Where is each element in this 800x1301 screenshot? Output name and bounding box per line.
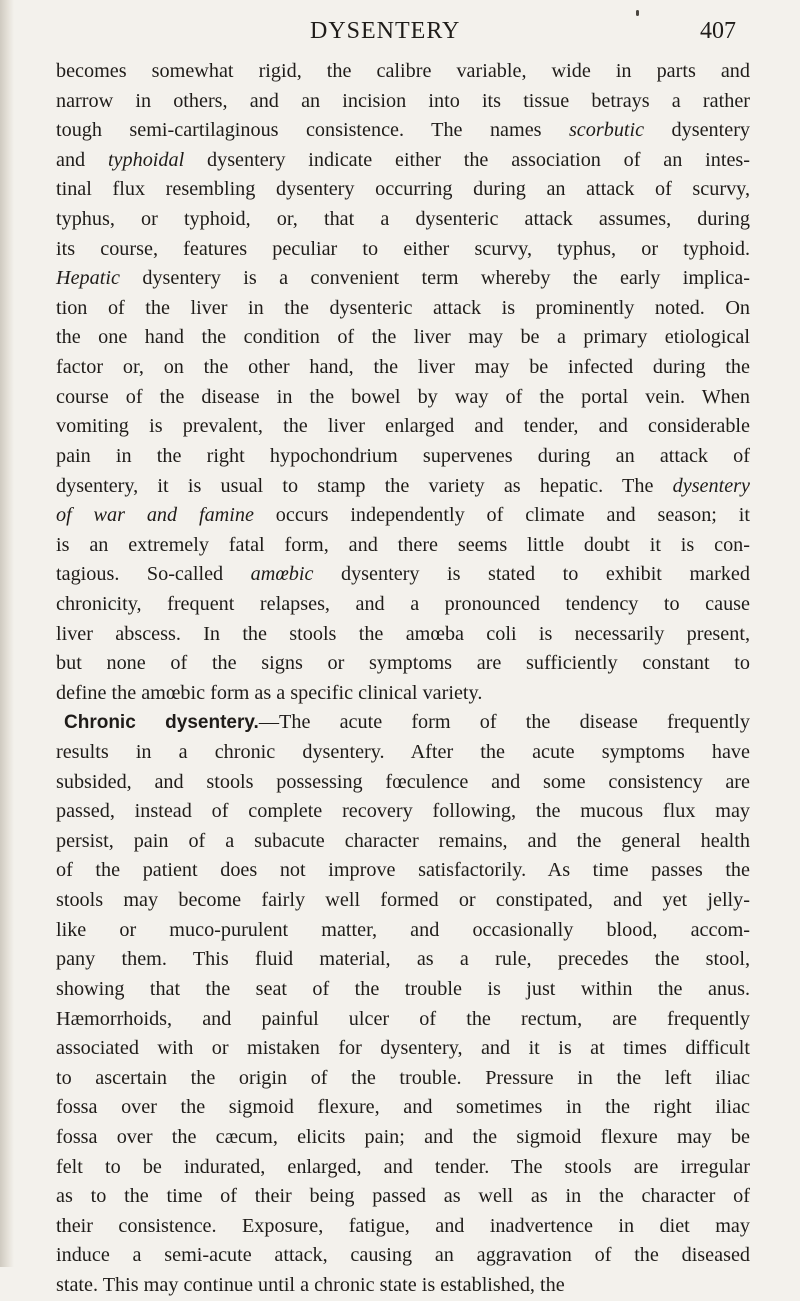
text-line: persist, pain of a subacute character remains, and the general health	[56, 829, 750, 852]
italic-term: Hepatic	[56, 267, 120, 290]
italic-term: scorbutic	[568, 119, 645, 142]
text-line: Hepatic dysentery is a convenient term whereby the early implica-	[56, 267, 750, 290]
italic-term: dysentery	[672, 474, 750, 497]
text-line: pain in the right hypochondrium supervenes during an attack of	[56, 444, 750, 467]
text-line: course of the disease in the bowel by way of the portal vein. When	[56, 385, 750, 408]
text-line: induce a semi-acute attack, causing an aggravation of the diseased	[56, 1244, 750, 1267]
text-line: is an extremely fatal form, and there seems little doubt it is con-	[56, 533, 750, 556]
text-line: passed, instead of complete recovery following, the mucous flux may	[56, 800, 750, 823]
italic-term: typhoidal	[107, 148, 185, 171]
text-line: of the patient does not improve satisfactorily. As time passes the	[56, 859, 750, 882]
text-line: factor or, on the other hand, the liver may be infected during the	[56, 356, 750, 379]
text-line: tinal flux resembling dysentery occurring during an attack of scurvy,	[56, 178, 750, 201]
text-line: as to the time of their being passed as well as in the character of	[56, 1185, 750, 1208]
text-line: showing that the seat of the trouble is just within the anus.	[56, 977, 750, 1000]
text-line: Chronic dysentery.—The acute form of the disease frequently	[64, 711, 750, 734]
body-text	[56, 57, 750, 1301]
text-line: typhus, or typhoid, or, that a dysenteric attack assumes, during	[56, 208, 750, 231]
text-line: tough semi-cartilaginous consistence. The names scorbutic dysentery	[56, 119, 751, 142]
text-line: but none of the signs or symptoms are sufficiently constant to	[56, 652, 750, 675]
text-line: Hæmorrhoids, and painful ulcer of the rectum, are frequently	[56, 1007, 750, 1030]
text-line: the one hand the condition of the liver may be a primary etiological	[56, 326, 750, 349]
text-line: fossa over the sigmoid flexure, and sometimes in the right iliac	[56, 1096, 750, 1119]
text-line: becomes somewhat rigid, the calibre variable, wide in parts and	[56, 60, 750, 82]
text-line: tion of the liver in the dysenteric attack is prominently noted. On	[56, 296, 750, 319]
text-line: tagious. So-called amœbic dysentery is stated to exhibit marked	[56, 563, 750, 586]
text-line: to ascertain the origin of the trouble. Pressure in the left iliac	[56, 1066, 750, 1089]
text-line: vomiting is prevalent, the liver enlarged and tender, and considerable	[56, 415, 750, 438]
text-line: state. This may continue until a chronic state is established, the	[56, 1273, 565, 1296]
italic-term: of war and famine	[56, 504, 254, 527]
page-number: 407	[700, 18, 736, 44]
text-line: liver abscess. In the stools the amœba coli is necessarily present,	[56, 622, 750, 645]
print-speck	[636, 10, 639, 16]
running-title: DYSENTERY	[310, 18, 461, 44]
text-line: results in a chronic dysentery. After the acute symptoms have	[56, 741, 750, 764]
text-line: its course, features peculiar to either scurvy, typhus, or typhoid.	[56, 237, 750, 260]
text-line: of war and famine occurs independently of climate and season; it	[56, 504, 750, 527]
text-line: associated with or mistaken for dysentery, and it is at times difficult	[56, 1037, 750, 1060]
running-header	[0, 14, 800, 48]
text-line: fossa over the cæcum, elicits pain; and the sigmoid flexure may be	[56, 1125, 750, 1148]
text-line: chronicity, frequent relapses, and a pronounced tendency to cause	[56, 592, 750, 615]
text-line: their consistence. Exposure, fatigue, and inadvertence in diet may	[56, 1214, 750, 1237]
text-line: dysentery, it is usual to stamp the variety as hepatic. The dysentery	[56, 474, 750, 497]
text-line: like or muco-purulent matter, and occasionally blood, accom-	[56, 918, 750, 941]
text-line: and typhoidal dysentery indicate either the association of an intes-	[56, 148, 750, 171]
text-line: felt to be indurated, enlarged, and tender. The stools are irregular	[56, 1155, 750, 1178]
text-line: narrow in others, and an incision into its tissue betrays a rather	[56, 89, 750, 112]
binding-shadow	[0, 0, 14, 1267]
text-line: pany them. This fluid material, as a rule, precedes the stool,	[56, 948, 750, 971]
section-heading: Chronic dysentery.	[64, 712, 259, 734]
text-line: define the amœbic form as a specific clinical variety.	[56, 681, 483, 704]
italic-term: amœbic	[250, 563, 314, 586]
text-line: subsided, and stools possessing fœculence and some consistency are	[56, 770, 750, 793]
text-line: stools may become fairly well formed or constipated, and yet jelly-	[56, 889, 750, 912]
